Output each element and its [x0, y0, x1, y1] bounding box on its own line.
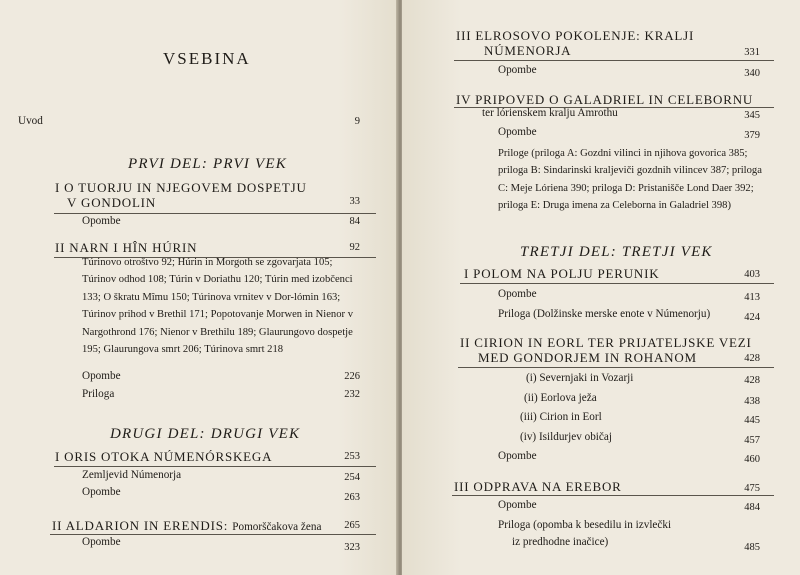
ch4-title: IV PRIPOVED O GALADRIEL IN CELEBORNU — [456, 92, 754, 107]
part3-ch2-section-3: (iii) Cirion in Eorl — [520, 411, 602, 423]
ch3-title-line2: NÚMENORJA — [484, 43, 572, 58]
contents-heading: VSEBINA — [163, 49, 251, 68]
ch4-appendices: Priloge (priloga A: Gozdni vilinci in njihova govorica 385; priloga B: Sindarinski kraljeviči gozdnih vilincev 387; priloga C: Meje Lóriena 390; priloga D: Pristanišče Lond Daer 392; priloga E: Druga imena za Celeborna in Galadriel 398) — [498, 148, 762, 212]
part3-ch3-appendix-line1: Priloga (opomba k besedilu in izvlečki — [498, 519, 672, 531]
part3-ch1-page: 403 — [744, 269, 760, 280]
chapter-rule — [50, 534, 376, 535]
chapter-rule — [458, 367, 774, 368]
part2-ch2-title-text: II ALDARION IN ERENDIS: — [52, 518, 229, 533]
part1-ch2-title: II NARN I HÎN HÚRIN — [55, 240, 198, 255]
part3-ch1-appendix-page: 424 — [744, 312, 760, 323]
part3-ch2-title-line2: MED GONDORJEM IN ROHANOM — [478, 350, 697, 365]
part3-ch2-notes-page: 460 — [744, 454, 760, 465]
part2-ch2-notes-page: 323 — [344, 542, 360, 553]
part3-ch3-appendix-page: 485 — [744, 542, 760, 553]
intro-label: Uvod — [18, 115, 43, 127]
part2-ch2-subtitle: Pomorščakova žena — [232, 521, 322, 533]
part3-ch2-section-1-page: 428 — [744, 375, 760, 386]
show-through-decoration — [60, 8, 76, 55]
chapter-rule — [454, 60, 774, 61]
part3-ch3-appendix-line2: iz predhodne inačice) — [512, 536, 609, 548]
part1-ch1-page: 33 — [349, 196, 360, 207]
part2-title: DRUGI DEL: DRUGI VEK — [110, 426, 301, 442]
part1-title: PRVI DEL: PRVI VEK — [128, 156, 287, 172]
part3-title: TRETJI DEL: TRETJI VEK — [520, 244, 713, 260]
part3-ch1-title: I POLOM NA POLJU PERUNIK — [464, 266, 660, 281]
ch4-notes-label: Opombe — [498, 126, 537, 138]
part1-ch2-contents: Túrinovo otroštvo 92; Húrin in Morgoth se zgovarjata 105; Túrinov odhod 108; Túrin v Doriathu 120; Túrin med izobčenci 133; O škratu Mîmu 150; Túrinova vrnitev v Dor-lómin 163; Túrinov prihod v Brethil 171; Popotovanje Morwen in Nienor v Nargothrond 176; Nienor v Brethilu 189; Glaurungovo dospetje 195; Glaurungova smrt 206; Túrinova smrt 218 — [82, 257, 353, 356]
part3-ch2-section-2-page: 438 — [744, 396, 760, 407]
part3-ch3-notes-label: Opombe — [498, 499, 537, 511]
part3-ch2-notes-label: Opombe — [498, 450, 537, 462]
part2-ch2-notes-label: Opombe — [82, 536, 121, 548]
chapter-rule — [460, 283, 774, 284]
part3-ch1-appendix-label: Priloga (Dolžinske merske enote v Númenorju) — [498, 308, 711, 320]
part3-ch3-title: III ODPRAVA NA EREBOR — [454, 479, 622, 494]
part3-ch2-section-4-page: 457 — [744, 435, 760, 446]
part1-ch2-appendix-page: 232 — [344, 389, 360, 400]
part1-ch2-appendix-label: Priloga — [82, 388, 115, 400]
part1-ch2-notes-page: 226 — [344, 371, 360, 382]
part2-ch1-notes-page: 263 — [344, 492, 360, 503]
part2-ch2-title — [52, 519, 321, 533]
ch3-title-line1: III ELROSOVO POKOLENJE: KRALJI — [456, 28, 695, 43]
intro-page: 9 — [354, 116, 360, 127]
part3-ch2-section-4: (iv) Isildurjev običaj — [520, 431, 612, 443]
part3-ch2-section-3-page: 445 — [744, 415, 760, 426]
ch4-notes-page: 379 — [744, 130, 760, 141]
part2-ch1-page: 253 — [344, 451, 360, 462]
part2-ch1-map-page: 254 — [344, 472, 360, 483]
chapter-rule — [452, 495, 774, 496]
part2-ch1-notes-label: Opombe — [82, 486, 121, 498]
part3-ch1-notes-page: 413 — [744, 292, 760, 303]
part1-ch1-title-line1: I O TUORJU IN NJEGOVEM DOSPETJU — [55, 180, 307, 195]
left-page — [0, 0, 398, 575]
part3-ch1-notes-label: Opombe — [498, 288, 537, 300]
part3-ch2-section-1: (i) Severnjaki in Vozarji — [526, 372, 634, 384]
part3-ch2-page: 428 — [744, 353, 760, 364]
part1-ch2-page: 92 — [349, 242, 360, 253]
part1-ch1-title-line2: V GONDOLIN — [67, 195, 157, 210]
part3-ch3-notes-page: 484 — [744, 502, 760, 513]
part2-ch1-title: I ORIS OTOKA NÚMENÓRSKEGA — [55, 449, 273, 464]
ch3-notes-page: 340 — [744, 68, 760, 79]
chapter-rule — [54, 213, 376, 214]
ch3-page: 331 — [744, 47, 760, 58]
part1-ch2-notes-label: Opombe — [82, 370, 121, 382]
part2-ch2-page: 265 — [344, 520, 360, 531]
part1-ch1-notes-label: Opombe — [82, 215, 121, 227]
part1-ch1-notes-page: 84 — [349, 216, 360, 227]
ch4-page: 345 — [744, 110, 760, 121]
part3-ch2-section-2: (ii) Eorlova ježa — [524, 392, 597, 404]
part3-ch3-page: 475 — [744, 483, 760, 494]
chapter-rule — [54, 466, 376, 467]
part3-ch2-title-line1: II CIRION IN EORL TER PRIJATELJSKE VEZI — [460, 335, 752, 350]
part2-ch1-map-label: Zemljevid Númenorja — [82, 469, 182, 481]
ch3-notes-label: Opombe — [498, 64, 537, 76]
right-page — [402, 0, 800, 575]
ch4-subtitle: ter lórienskem kralju Amrothu — [482, 107, 618, 119]
